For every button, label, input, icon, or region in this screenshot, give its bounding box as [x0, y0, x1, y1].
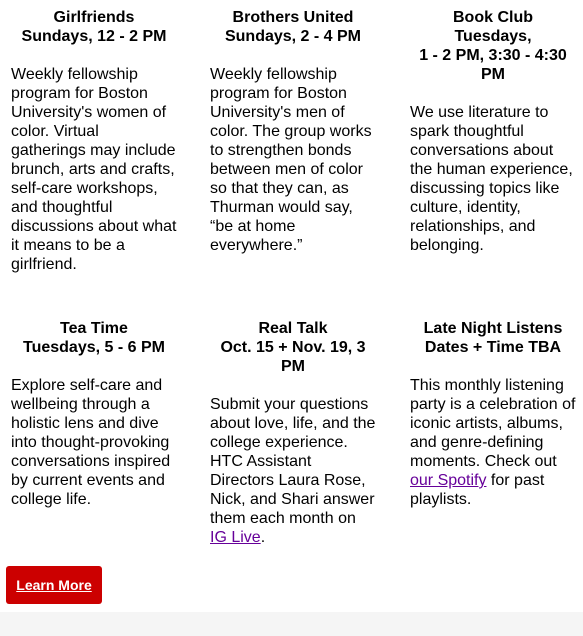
- program-schedule: 1 - 2 PM, 3:30 - 4:30 PM: [419, 47, 567, 83]
- learn-more-button[interactable]: Learn More: [6, 566, 102, 604]
- program-card-brothers-united: [210, 8, 376, 255]
- program-card-real-talk: [210, 319, 376, 547]
- program-title: Tea Time: [60, 320, 128, 337]
- program-card-late-night-listens: [410, 319, 576, 509]
- program-title: Girlfriends: [53, 9, 135, 26]
- description-text: for past playlists.: [410, 472, 545, 508]
- program-heading: [410, 319, 576, 357]
- program-title: Brothers United: [232, 9, 354, 26]
- program-title: Book Club: [453, 9, 533, 26]
- program-heading: [410, 8, 576, 84]
- program-description: Weekly fellowship program for Boston University's women of color. Virtual gatherings may include brunch, arts and crafts, self-care workshops, and thoughtful discussions about what it means to be a girlfriend.: [11, 66, 177, 273]
- program-description: Weekly fellowship program for Boston University's men of color. The group works to strengthen bonds between men of color so that they can, as Thurman would say, “be at home everywhere.”: [210, 66, 372, 254]
- description-text: Submit your questions about love, life, and the college experience. HTC Assistant Directors Laura Rose, Nick, and Shari answer them each month on: [210, 396, 376, 527]
- program-schedule: Oct. 15 + Nov. 19, 3 PM: [220, 339, 366, 375]
- program-title: Real Talk: [258, 320, 328, 337]
- program-description: [410, 376, 576, 509]
- ig-live-link[interactable]: IG Live: [210, 529, 261, 546]
- description-text: .: [260, 529, 266, 546]
- program-card-girlfriends: [11, 8, 177, 274]
- program-description: We use literature to spark thoughtful conversations about the human experience, discussing topics like culture, identity, relationships, and belonging.: [410, 104, 573, 254]
- program-schedule: Sundays, 2 - 4 PM: [224, 28, 362, 45]
- program-schedule: Dates + Time TBA: [424, 339, 562, 356]
- program-heading: [11, 8, 177, 46]
- page-footer-strip: [0, 612, 583, 636]
- program-schedule: Tuesdays, 5 - 6 PM: [23, 339, 165, 356]
- program-schedule: Tuesdays,: [454, 28, 532, 45]
- program-description: [210, 395, 376, 547]
- program-title: Late Night Listens: [423, 320, 563, 337]
- program-card-tea-time: [11, 319, 177, 509]
- program-heading: [11, 319, 177, 357]
- program-schedule: Sundays, 12 - 2 PM: [21, 28, 167, 45]
- program-card-book-club: [410, 8, 576, 255]
- program-description: Explore self-care and wellbeing through a holistic lens and dive into thought-provoking conversations inspired by current events and college life.: [11, 377, 171, 508]
- program-heading: [210, 319, 376, 376]
- spotify-link[interactable]: our Spotify: [410, 472, 487, 489]
- description-text: This monthly listening party is a celebration of iconic artists, albums, and genre-defining moments. Check out: [410, 377, 576, 470]
- program-heading: [210, 8, 376, 46]
